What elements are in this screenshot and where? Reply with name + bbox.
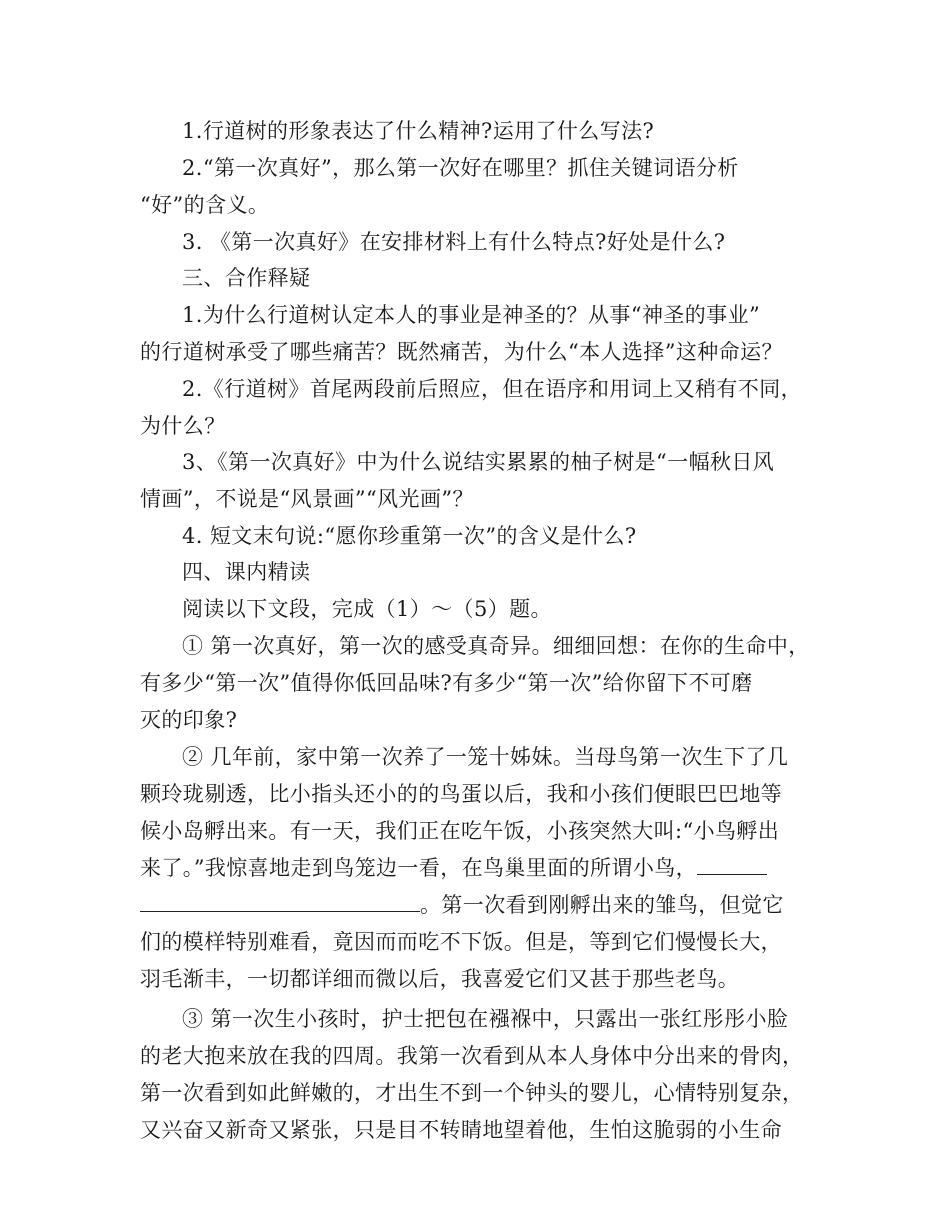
passage-paragraph-2-line-2: 颗玲珑剔透，比小指头还小的的鸟蛋以后，我和小孩们便眼巴巴地等 (140, 782, 782, 806)
passage-paragraph-1-line-2: 有多少“第一次”值得你低回品味?有多少“第一次”给你留下不可磨 (140, 671, 753, 695)
passage-paragraph-2: ② 几年前，家中第一次养了一笼十姊妹。当母鸟第一次生下了几 (182, 745, 789, 769)
passage-paragraph-3-line-3: 第一次看到如此鲜嫩的，才出生不到一个钟头的婴儿，心情特别复杂， (140, 1081, 804, 1105)
question-1: 1.行道树的形象表达了什么精神?运用了什么写法? (182, 119, 655, 143)
passage-paragraph-3-line-4: 又兴奋又新奇又紧张，只是目不转睛地望着他，生怕这脆弱的小生命 (140, 1118, 782, 1142)
passage-paragraph-3-line-2: 的老大抱来放在我的四周。我第一次看到从本人身体中分出来的骨肉， (140, 1044, 804, 1068)
fill-in-blank-start (697, 856, 767, 875)
section-heading-3: 三、合作释疑 (182, 266, 311, 290)
question-3: 3. 《第一次真好》在安排材料上有什么特点?好处是什么? (182, 230, 726, 254)
passage-paragraph-3: ③ 第一次生小孩时，护士把包在襁褓中，只露出一张红彤彤小脸 (182, 1007, 789, 1031)
passage-text: 来了。”我惊喜地走到鸟笼边一看，在鸟巢里面的所谓小鸟， (140, 856, 698, 880)
fill-in-blank-end (140, 893, 420, 912)
cooperative-question-1: 1.为什么行道树认定本人的事业是神圣的？从事“神圣的事业” (182, 303, 761, 327)
cooperative-question-4: 4. 短文末句说:“愿你珍重第一次”的含义是什么? (182, 524, 637, 548)
passage-paragraph-2-line-6: 们的模样特别难看，竟因而而吃不下饭。但是，等到它们慢慢长大， (140, 930, 782, 954)
passage-paragraph-2-line-7: 羽毛渐丰，一切都详细而微以后，我喜爱它们又甚于那些老鸟。 (140, 967, 740, 991)
cooperative-question-3: 3、《第一次真好》中为什么说结实累累的柚子树是“一幅秋日风 (182, 450, 775, 474)
cooperative-question-2-cont: 为什么？ (140, 414, 226, 438)
cooperative-question-1-cont: 的行道树承受了哪些痛苦？既然痛苦，为什么“本人选择”这种命运？ (140, 340, 783, 364)
passage-paragraph-2-line-5 (140, 890, 784, 920)
question-2-cont: “好”的含义。 (140, 193, 270, 217)
section-heading-4: 四、课内精读 (182, 560, 311, 584)
reading-instruction: 阅读以下文段，完成（1）～（5）题。 (182, 597, 552, 621)
passage-paragraph-1-line-3: 灭的印象? (140, 708, 238, 732)
passage-text: 。第一次看到刚孵出来的雏鸟，但觉它 (420, 893, 784, 917)
question-2: 2.“第一次真好”，那么第一次好在哪里？抓住关键词语分析 (182, 156, 739, 180)
cooperative-question-2: 2.《行道树》首尾两段前后照应，但在语序和用词上又稍有不同， (182, 377, 803, 401)
cooperative-question-3-cont: 情画”，不说是“风景画”“风光画”？ (140, 487, 474, 511)
passage-paragraph-2-line-3: 候小岛孵出来。有一天，我们正在吃午饭，小孩突然大叫:“小鸟孵出 (140, 819, 780, 843)
passage-paragraph-1: ① 第一次真好，第一次的感受真奇异。细细回想：在你的生命中， (182, 634, 810, 658)
passage-paragraph-2-line-4 (140, 853, 767, 883)
